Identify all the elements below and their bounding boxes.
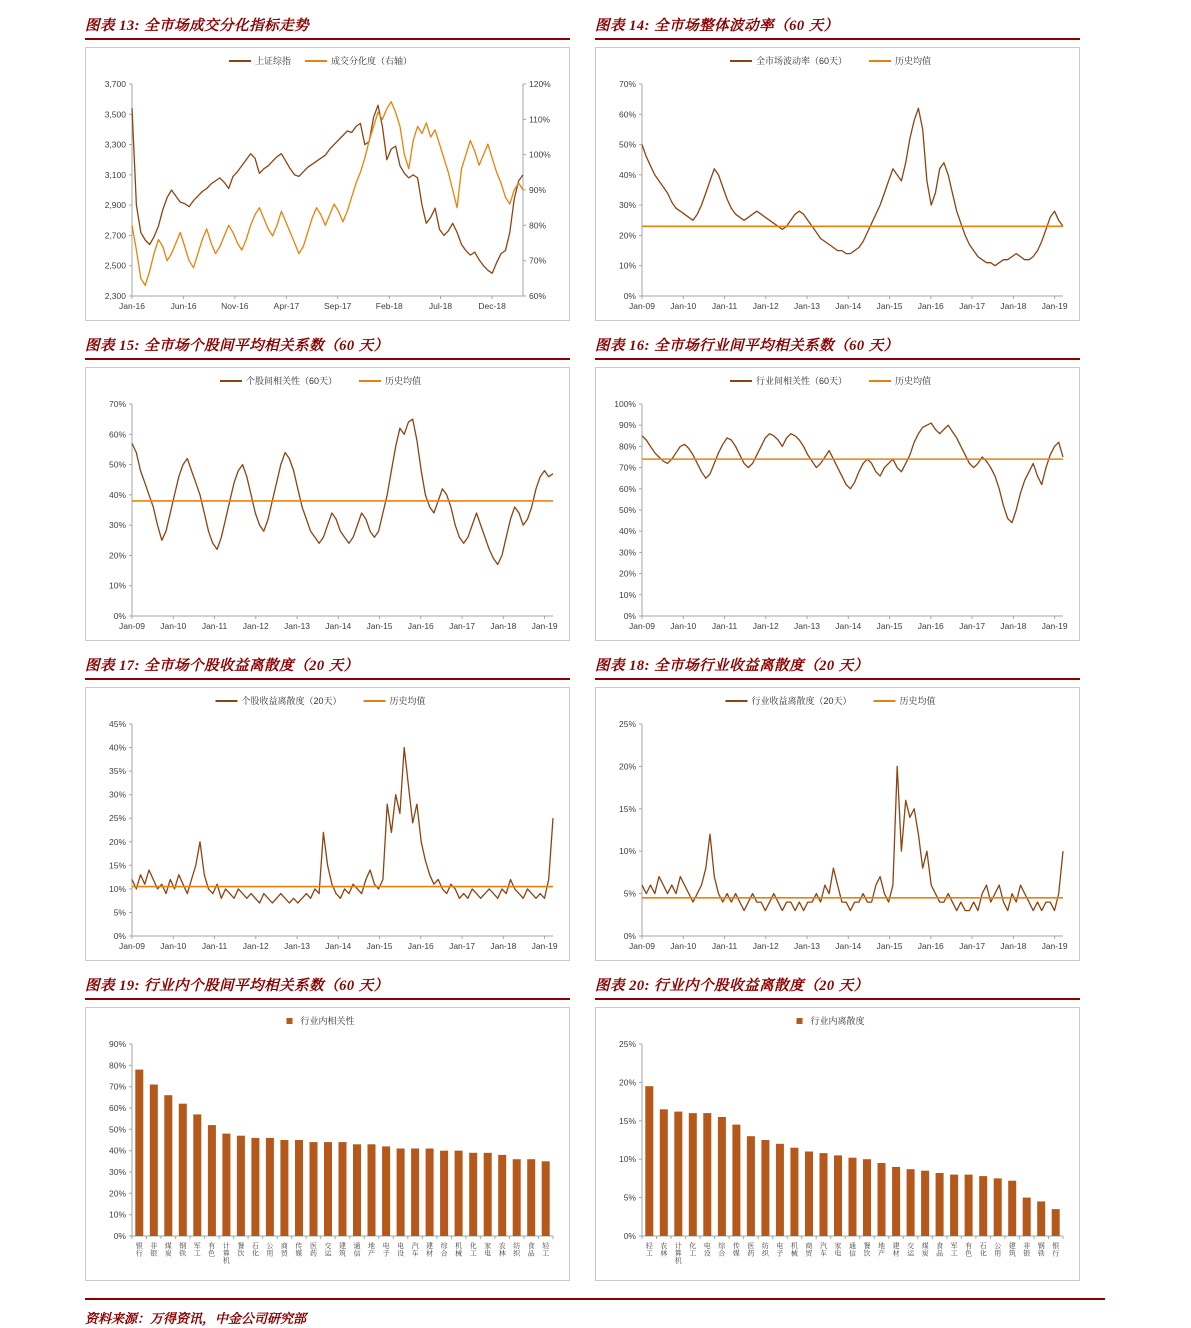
svg-text:传媒: 传媒 bbox=[732, 1243, 740, 1258]
svg-text:Jan-10: Jan-10 bbox=[160, 941, 187, 951]
svg-text:Jan-11: Jan-11 bbox=[201, 621, 228, 631]
svg-text:3,700: 3,700 bbox=[104, 79, 126, 89]
svg-text:15%: 15% bbox=[108, 860, 126, 871]
svg-text:10%: 10% bbox=[618, 1154, 636, 1165]
svg-text:Jan-11: Jan-11 bbox=[711, 621, 738, 631]
svg-text:石化: 石化 bbox=[251, 1243, 259, 1258]
svg-text:25%: 25% bbox=[108, 813, 126, 824]
svg-text:历史均值: 历史均值 bbox=[895, 56, 932, 66]
svg-text:70%: 70% bbox=[108, 1081, 126, 1092]
svg-text:90%: 90% bbox=[529, 185, 547, 195]
figure-14-chart bbox=[595, 47, 1080, 321]
svg-text:建材: 建材 bbox=[892, 1243, 900, 1258]
figure-19-title: 图表 19: 行业内个股间平均相关系数（60 天） bbox=[85, 974, 570, 1000]
figure-15 bbox=[85, 334, 570, 641]
svg-text:5%: 5% bbox=[623, 1192, 636, 1203]
chart-canvas bbox=[86, 688, 569, 960]
svg-text:医药: 医药 bbox=[747, 1243, 755, 1258]
figure-17 bbox=[85, 654, 570, 961]
svg-text:食品: 食品 bbox=[936, 1243, 944, 1258]
svg-text:Jan-09: Jan-09 bbox=[629, 941, 655, 951]
figure-20-title: 图表 20: 行业内个股收益离散度（20 天） bbox=[595, 974, 1080, 1000]
svg-text:10%: 10% bbox=[108, 580, 126, 591]
svg-text:10%: 10% bbox=[618, 260, 636, 271]
svg-text:80%: 80% bbox=[618, 441, 636, 452]
svg-text:农林: 农林 bbox=[660, 1243, 668, 1258]
svg-text:轻工: 轻工 bbox=[645, 1243, 653, 1258]
svg-text:Jan-10: Jan-10 bbox=[670, 941, 697, 951]
svg-text:历史均值: 历史均值 bbox=[389, 696, 426, 706]
svg-text:30%: 30% bbox=[618, 547, 636, 558]
figure-13 bbox=[85, 14, 570, 321]
svg-text:30%: 30% bbox=[108, 520, 126, 531]
svg-text:Jan-17: Jan-17 bbox=[959, 301, 986, 311]
figure-18 bbox=[595, 654, 1080, 961]
svg-text:45%: 45% bbox=[108, 719, 126, 729]
svg-text:100%: 100% bbox=[529, 149, 551, 160]
svg-text:40%: 40% bbox=[618, 169, 636, 180]
chart-canvas bbox=[86, 48, 569, 320]
svg-text:20%: 20% bbox=[108, 1188, 126, 1199]
svg-text:0%: 0% bbox=[113, 1231, 126, 1241]
svg-text:Jan-11: Jan-11 bbox=[711, 301, 738, 311]
figure-18-chart bbox=[595, 687, 1080, 961]
svg-text:Sep-17: Sep-17 bbox=[323, 301, 352, 311]
chart-canvas bbox=[596, 368, 1079, 640]
svg-text:0%: 0% bbox=[623, 611, 636, 621]
svg-text:20%: 20% bbox=[618, 230, 636, 241]
figure-16 bbox=[595, 334, 1080, 641]
svg-text:煤炭: 煤炭 bbox=[921, 1243, 929, 1258]
svg-text:100%: 100% bbox=[614, 399, 636, 409]
svg-text:Jan-17: Jan-17 bbox=[959, 621, 986, 631]
svg-text:Jan-19: Jan-19 bbox=[531, 941, 558, 951]
svg-text:30%: 30% bbox=[108, 789, 126, 800]
svg-text:纺织: 纺织 bbox=[761, 1243, 769, 1258]
svg-text:钢铁: 钢铁 bbox=[1037, 1243, 1045, 1258]
figure-16-title: 图表 16: 全市场行业间平均相关系数（60 天） bbox=[595, 334, 1080, 360]
svg-text:Jan-10: Jan-10 bbox=[670, 621, 697, 631]
svg-text:汽车: 汽车 bbox=[411, 1243, 419, 1258]
svg-text:Jan-13: Jan-13 bbox=[284, 941, 311, 951]
svg-text:钢铁: 钢铁 bbox=[179, 1243, 187, 1258]
svg-text:历史均值: 历史均值 bbox=[895, 376, 932, 386]
svg-text:15%: 15% bbox=[618, 1115, 636, 1126]
svg-text:Jan-15: Jan-15 bbox=[366, 621, 393, 631]
svg-text:60%: 60% bbox=[529, 291, 547, 301]
svg-text:80%: 80% bbox=[529, 220, 547, 231]
svg-text:5%: 5% bbox=[113, 907, 126, 918]
svg-text:40%: 40% bbox=[108, 742, 126, 753]
svg-text:60%: 60% bbox=[108, 1103, 126, 1113]
svg-text:Jan-14: Jan-14 bbox=[325, 941, 352, 951]
svg-text:60%: 60% bbox=[108, 429, 126, 440]
svg-text:10%: 10% bbox=[108, 883, 126, 894]
svg-text:20%: 20% bbox=[108, 836, 126, 847]
svg-text:Jan-09: Jan-09 bbox=[629, 301, 655, 311]
svg-text:Jan-19: Jan-19 bbox=[1041, 301, 1068, 311]
svg-text:Jun-16: Jun-16 bbox=[170, 301, 197, 311]
svg-text:2,300: 2,300 bbox=[104, 291, 126, 301]
svg-text:全市场波动率（60天）: 全市场波动率（60天） bbox=[756, 56, 848, 66]
svg-text:建筑: 建筑 bbox=[1008, 1243, 1016, 1258]
figure-15-chart bbox=[85, 367, 570, 641]
figure-17-chart bbox=[85, 687, 570, 961]
svg-text:Jul-18: Jul-18 bbox=[428, 301, 453, 311]
svg-text:0%: 0% bbox=[623, 1231, 636, 1241]
svg-text:50%: 50% bbox=[108, 459, 126, 470]
svg-text:石化: 石化 bbox=[979, 1243, 987, 1258]
svg-text:Jan-16: Jan-16 bbox=[119, 301, 145, 311]
svg-text:军工: 军工 bbox=[950, 1243, 958, 1258]
svg-text:电设: 电设 bbox=[703, 1243, 711, 1258]
svg-text:建材: 建材 bbox=[426, 1243, 434, 1258]
svg-text:90%: 90% bbox=[108, 1039, 126, 1049]
svg-text:计算机: 计算机 bbox=[674, 1243, 682, 1265]
svg-text:Jan-17: Jan-17 bbox=[449, 621, 476, 631]
svg-text:农林: 农林 bbox=[498, 1243, 506, 1258]
svg-text:120%: 120% bbox=[529, 79, 551, 89]
svg-text:Jan-09: Jan-09 bbox=[119, 941, 145, 951]
svg-text:商贸: 商贸 bbox=[805, 1243, 813, 1258]
svg-text:0%: 0% bbox=[113, 611, 126, 621]
svg-text:Jan-16: Jan-16 bbox=[917, 301, 944, 311]
svg-text:电设: 电设 bbox=[397, 1243, 405, 1258]
svg-text:Nov-16: Nov-16 bbox=[221, 301, 249, 311]
svg-text:公用: 公用 bbox=[266, 1243, 274, 1258]
svg-text:通信: 通信 bbox=[849, 1243, 856, 1258]
svg-text:60%: 60% bbox=[618, 483, 636, 494]
svg-text:有色: 有色 bbox=[965, 1243, 973, 1258]
svg-text:商贸: 商贸 bbox=[280, 1243, 288, 1258]
figure-20-chart bbox=[595, 1007, 1080, 1281]
svg-text:餐饮: 餐饮 bbox=[863, 1243, 871, 1258]
svg-text:纺织: 纺织 bbox=[513, 1243, 521, 1258]
figure-19 bbox=[85, 974, 570, 1281]
svg-text:计算机: 计算机 bbox=[222, 1243, 230, 1265]
svg-text:Jan-19: Jan-19 bbox=[1041, 941, 1068, 951]
svg-text:化工: 化工 bbox=[469, 1243, 477, 1258]
svg-text:Jan-15: Jan-15 bbox=[876, 621, 903, 631]
figure-14-title: 图表 14: 全市场整体波动率（60 天） bbox=[595, 14, 1080, 40]
svg-text:Jan-12: Jan-12 bbox=[752, 621, 779, 631]
svg-text:80%: 80% bbox=[108, 1060, 126, 1071]
svg-text:行业间相关性（60天）: 行业间相关性（60天） bbox=[756, 376, 848, 386]
svg-text:70%: 70% bbox=[529, 255, 547, 266]
svg-text:0%: 0% bbox=[623, 931, 636, 941]
svg-text:Jan-16: Jan-16 bbox=[917, 941, 944, 951]
svg-text:3,100: 3,100 bbox=[104, 169, 126, 180]
svg-text:70%: 70% bbox=[108, 399, 126, 409]
chart-canvas bbox=[596, 48, 1079, 320]
svg-text:Jan-13: Jan-13 bbox=[794, 301, 821, 311]
svg-text:40%: 40% bbox=[108, 1145, 126, 1156]
figure-16-chart bbox=[595, 367, 1080, 641]
svg-text:军工: 军工 bbox=[193, 1243, 201, 1258]
svg-text:Jan-17: Jan-17 bbox=[959, 941, 986, 951]
svg-text:60%: 60% bbox=[618, 109, 636, 120]
svg-text:公用: 公用 bbox=[994, 1243, 1002, 1258]
svg-text:综合: 综合 bbox=[718, 1243, 726, 1258]
svg-text:餐饮: 餐饮 bbox=[237, 1243, 245, 1258]
svg-text:成交分化度（右轴）: 成交分化度（右轴） bbox=[331, 56, 413, 66]
source-text: 资料来源：万得资讯，中金公司研究部 bbox=[85, 1311, 307, 1326]
svg-text:Jan-18: Jan-18 bbox=[490, 621, 517, 631]
svg-text:3,300: 3,300 bbox=[104, 139, 126, 150]
svg-text:个股收益离散度（20天）: 个股收益离散度（20天） bbox=[241, 696, 342, 706]
svg-text:Jan-18: Jan-18 bbox=[490, 941, 517, 951]
svg-text:Jan-13: Jan-13 bbox=[794, 621, 821, 631]
svg-text:Jan-12: Jan-12 bbox=[752, 941, 779, 951]
svg-text:Jan-14: Jan-14 bbox=[835, 301, 862, 311]
svg-text:通信: 通信 bbox=[353, 1243, 361, 1258]
figure-19-chart bbox=[85, 1007, 570, 1281]
svg-text:15%: 15% bbox=[618, 803, 636, 814]
svg-text:化工: 化工 bbox=[689, 1243, 697, 1258]
svg-text:Jan-14: Jan-14 bbox=[835, 941, 862, 951]
svg-text:行业收益离散度（20天）: 行业收益离散度（20天） bbox=[751, 696, 852, 706]
svg-text:Jan-09: Jan-09 bbox=[629, 621, 655, 631]
svg-text:行业内离散度: 行业内离散度 bbox=[810, 1016, 865, 1026]
svg-text:食品: 食品 bbox=[527, 1243, 535, 1258]
svg-text:50%: 50% bbox=[618, 139, 636, 150]
svg-text:历史均值: 历史均值 bbox=[899, 696, 936, 706]
svg-text:Jan-18: Jan-18 bbox=[1000, 941, 1027, 951]
svg-text:10%: 10% bbox=[618, 589, 636, 600]
svg-text:Jan-18: Jan-18 bbox=[1000, 301, 1027, 311]
svg-text:50%: 50% bbox=[108, 1124, 126, 1135]
figure-13-title: 图表 13: 全市场成交分化指标走势 bbox=[85, 14, 570, 40]
svg-text:Apr-17: Apr-17 bbox=[273, 301, 300, 311]
svg-text:Dec-18: Dec-18 bbox=[478, 301, 506, 311]
svg-text:70%: 70% bbox=[618, 462, 636, 473]
svg-text:Jan-18: Jan-18 bbox=[1000, 621, 1027, 631]
svg-text:非银: 非银 bbox=[1023, 1243, 1031, 1258]
svg-text:30%: 30% bbox=[618, 200, 636, 211]
figure-17-title: 图表 17: 全市场个股收益离散度（20 天） bbox=[85, 654, 570, 680]
svg-text:家电: 家电 bbox=[834, 1243, 842, 1258]
svg-text:上证综指: 上证综指 bbox=[255, 56, 292, 66]
svg-text:Jan-16: Jan-16 bbox=[407, 941, 434, 951]
svg-text:35%: 35% bbox=[108, 766, 126, 777]
svg-text:个股间相关性（60天）: 个股间相关性（60天） bbox=[246, 376, 338, 386]
svg-text:90%: 90% bbox=[618, 420, 636, 431]
svg-text:20%: 20% bbox=[618, 568, 636, 579]
svg-text:Jan-14: Jan-14 bbox=[835, 621, 862, 631]
svg-text:Jan-09: Jan-09 bbox=[119, 621, 145, 631]
svg-text:50%: 50% bbox=[618, 505, 636, 515]
svg-text:10%: 10% bbox=[108, 1209, 126, 1220]
svg-text:Jan-10: Jan-10 bbox=[670, 301, 697, 311]
svg-text:银行: 银行 bbox=[1052, 1243, 1060, 1258]
svg-text:40%: 40% bbox=[618, 526, 636, 537]
svg-text:110%: 110% bbox=[529, 114, 551, 125]
svg-text:建筑: 建筑 bbox=[339, 1243, 346, 1258]
svg-text:20%: 20% bbox=[618, 1077, 636, 1088]
svg-text:Jan-12: Jan-12 bbox=[752, 301, 779, 311]
svg-text:Jan-14: Jan-14 bbox=[325, 621, 352, 631]
svg-text:电子: 电子 bbox=[776, 1243, 784, 1258]
svg-text:40%: 40% bbox=[108, 489, 126, 500]
svg-text:家电: 家电 bbox=[484, 1243, 492, 1258]
svg-text:Jan-10: Jan-10 bbox=[160, 621, 187, 631]
svg-text:25%: 25% bbox=[618, 1039, 636, 1049]
svg-text:Jan-13: Jan-13 bbox=[284, 621, 311, 631]
svg-text:电子: 电子 bbox=[382, 1243, 390, 1258]
svg-text:20%: 20% bbox=[108, 550, 126, 561]
chart-canvas bbox=[86, 1008, 569, 1280]
svg-text:2,900: 2,900 bbox=[104, 200, 126, 211]
svg-text:10%: 10% bbox=[618, 846, 636, 857]
svg-text:70%: 70% bbox=[618, 79, 636, 89]
figure-14 bbox=[595, 14, 1080, 321]
chart-canvas bbox=[596, 1008, 1079, 1280]
svg-text:20%: 20% bbox=[618, 761, 636, 772]
svg-text:Jan-13: Jan-13 bbox=[794, 941, 821, 951]
chart-canvas bbox=[86, 368, 569, 640]
svg-text:非银: 非银 bbox=[150, 1243, 158, 1258]
svg-text:30%: 30% bbox=[108, 1167, 126, 1177]
chart-canvas bbox=[596, 688, 1079, 960]
svg-text:有色: 有色 bbox=[208, 1243, 216, 1258]
figure-20 bbox=[595, 974, 1080, 1281]
svg-text:2,700: 2,700 bbox=[104, 230, 126, 241]
svg-text:地产: 地产 bbox=[368, 1243, 375, 1258]
svg-text:Jan-12: Jan-12 bbox=[242, 941, 269, 951]
svg-text:历史均值: 历史均值 bbox=[385, 376, 422, 386]
figure-18-title: 图表 18: 全市场行业收益离散度（20 天） bbox=[595, 654, 1080, 680]
svg-text:5%: 5% bbox=[623, 888, 636, 899]
svg-text:Jan-19: Jan-19 bbox=[1041, 621, 1068, 631]
svg-text:机械: 机械 bbox=[455, 1243, 463, 1258]
figure-15-title: 图表 15: 全市场个股间平均相关系数（60 天） bbox=[85, 334, 570, 360]
figure-13-chart bbox=[85, 47, 570, 321]
svg-text:Jan-15: Jan-15 bbox=[366, 941, 393, 951]
svg-text:交运: 交运 bbox=[907, 1243, 915, 1258]
svg-text:煤炭: 煤炭 bbox=[164, 1243, 172, 1258]
svg-text:交运: 交运 bbox=[324, 1243, 332, 1258]
svg-text:0%: 0% bbox=[113, 931, 126, 941]
svg-text:综合: 综合 bbox=[440, 1243, 448, 1258]
svg-text:Jan-15: Jan-15 bbox=[876, 301, 903, 311]
svg-text:Jan-16: Jan-16 bbox=[407, 621, 434, 631]
svg-text:Feb-18: Feb-18 bbox=[375, 301, 403, 311]
svg-text:2,500: 2,500 bbox=[104, 260, 126, 271]
svg-text:行业内相关性: 行业内相关性 bbox=[300, 1016, 355, 1026]
svg-text:Jan-11: Jan-11 bbox=[201, 941, 228, 951]
svg-text:Jan-11: Jan-11 bbox=[711, 941, 738, 951]
svg-text:3,500: 3,500 bbox=[104, 109, 126, 120]
svg-text:25%: 25% bbox=[618, 719, 636, 729]
svg-text:0%: 0% bbox=[623, 291, 636, 301]
svg-text:银行: 银行 bbox=[135, 1243, 143, 1258]
svg-text:地产: 地产 bbox=[878, 1243, 885, 1258]
svg-text:Jan-15: Jan-15 bbox=[876, 941, 903, 951]
svg-text:Jan-19: Jan-19 bbox=[531, 621, 558, 631]
svg-text:Jan-16: Jan-16 bbox=[917, 621, 944, 631]
svg-text:Jan-17: Jan-17 bbox=[449, 941, 476, 951]
svg-text:医药: 医药 bbox=[310, 1243, 317, 1258]
svg-text:汽车: 汽车 bbox=[820, 1243, 827, 1258]
svg-text:传媒: 传媒 bbox=[295, 1243, 303, 1258]
svg-text:Jan-12: Jan-12 bbox=[242, 621, 269, 631]
svg-text:机械: 机械 bbox=[790, 1243, 798, 1258]
svg-text:轻工: 轻工 bbox=[542, 1243, 550, 1258]
